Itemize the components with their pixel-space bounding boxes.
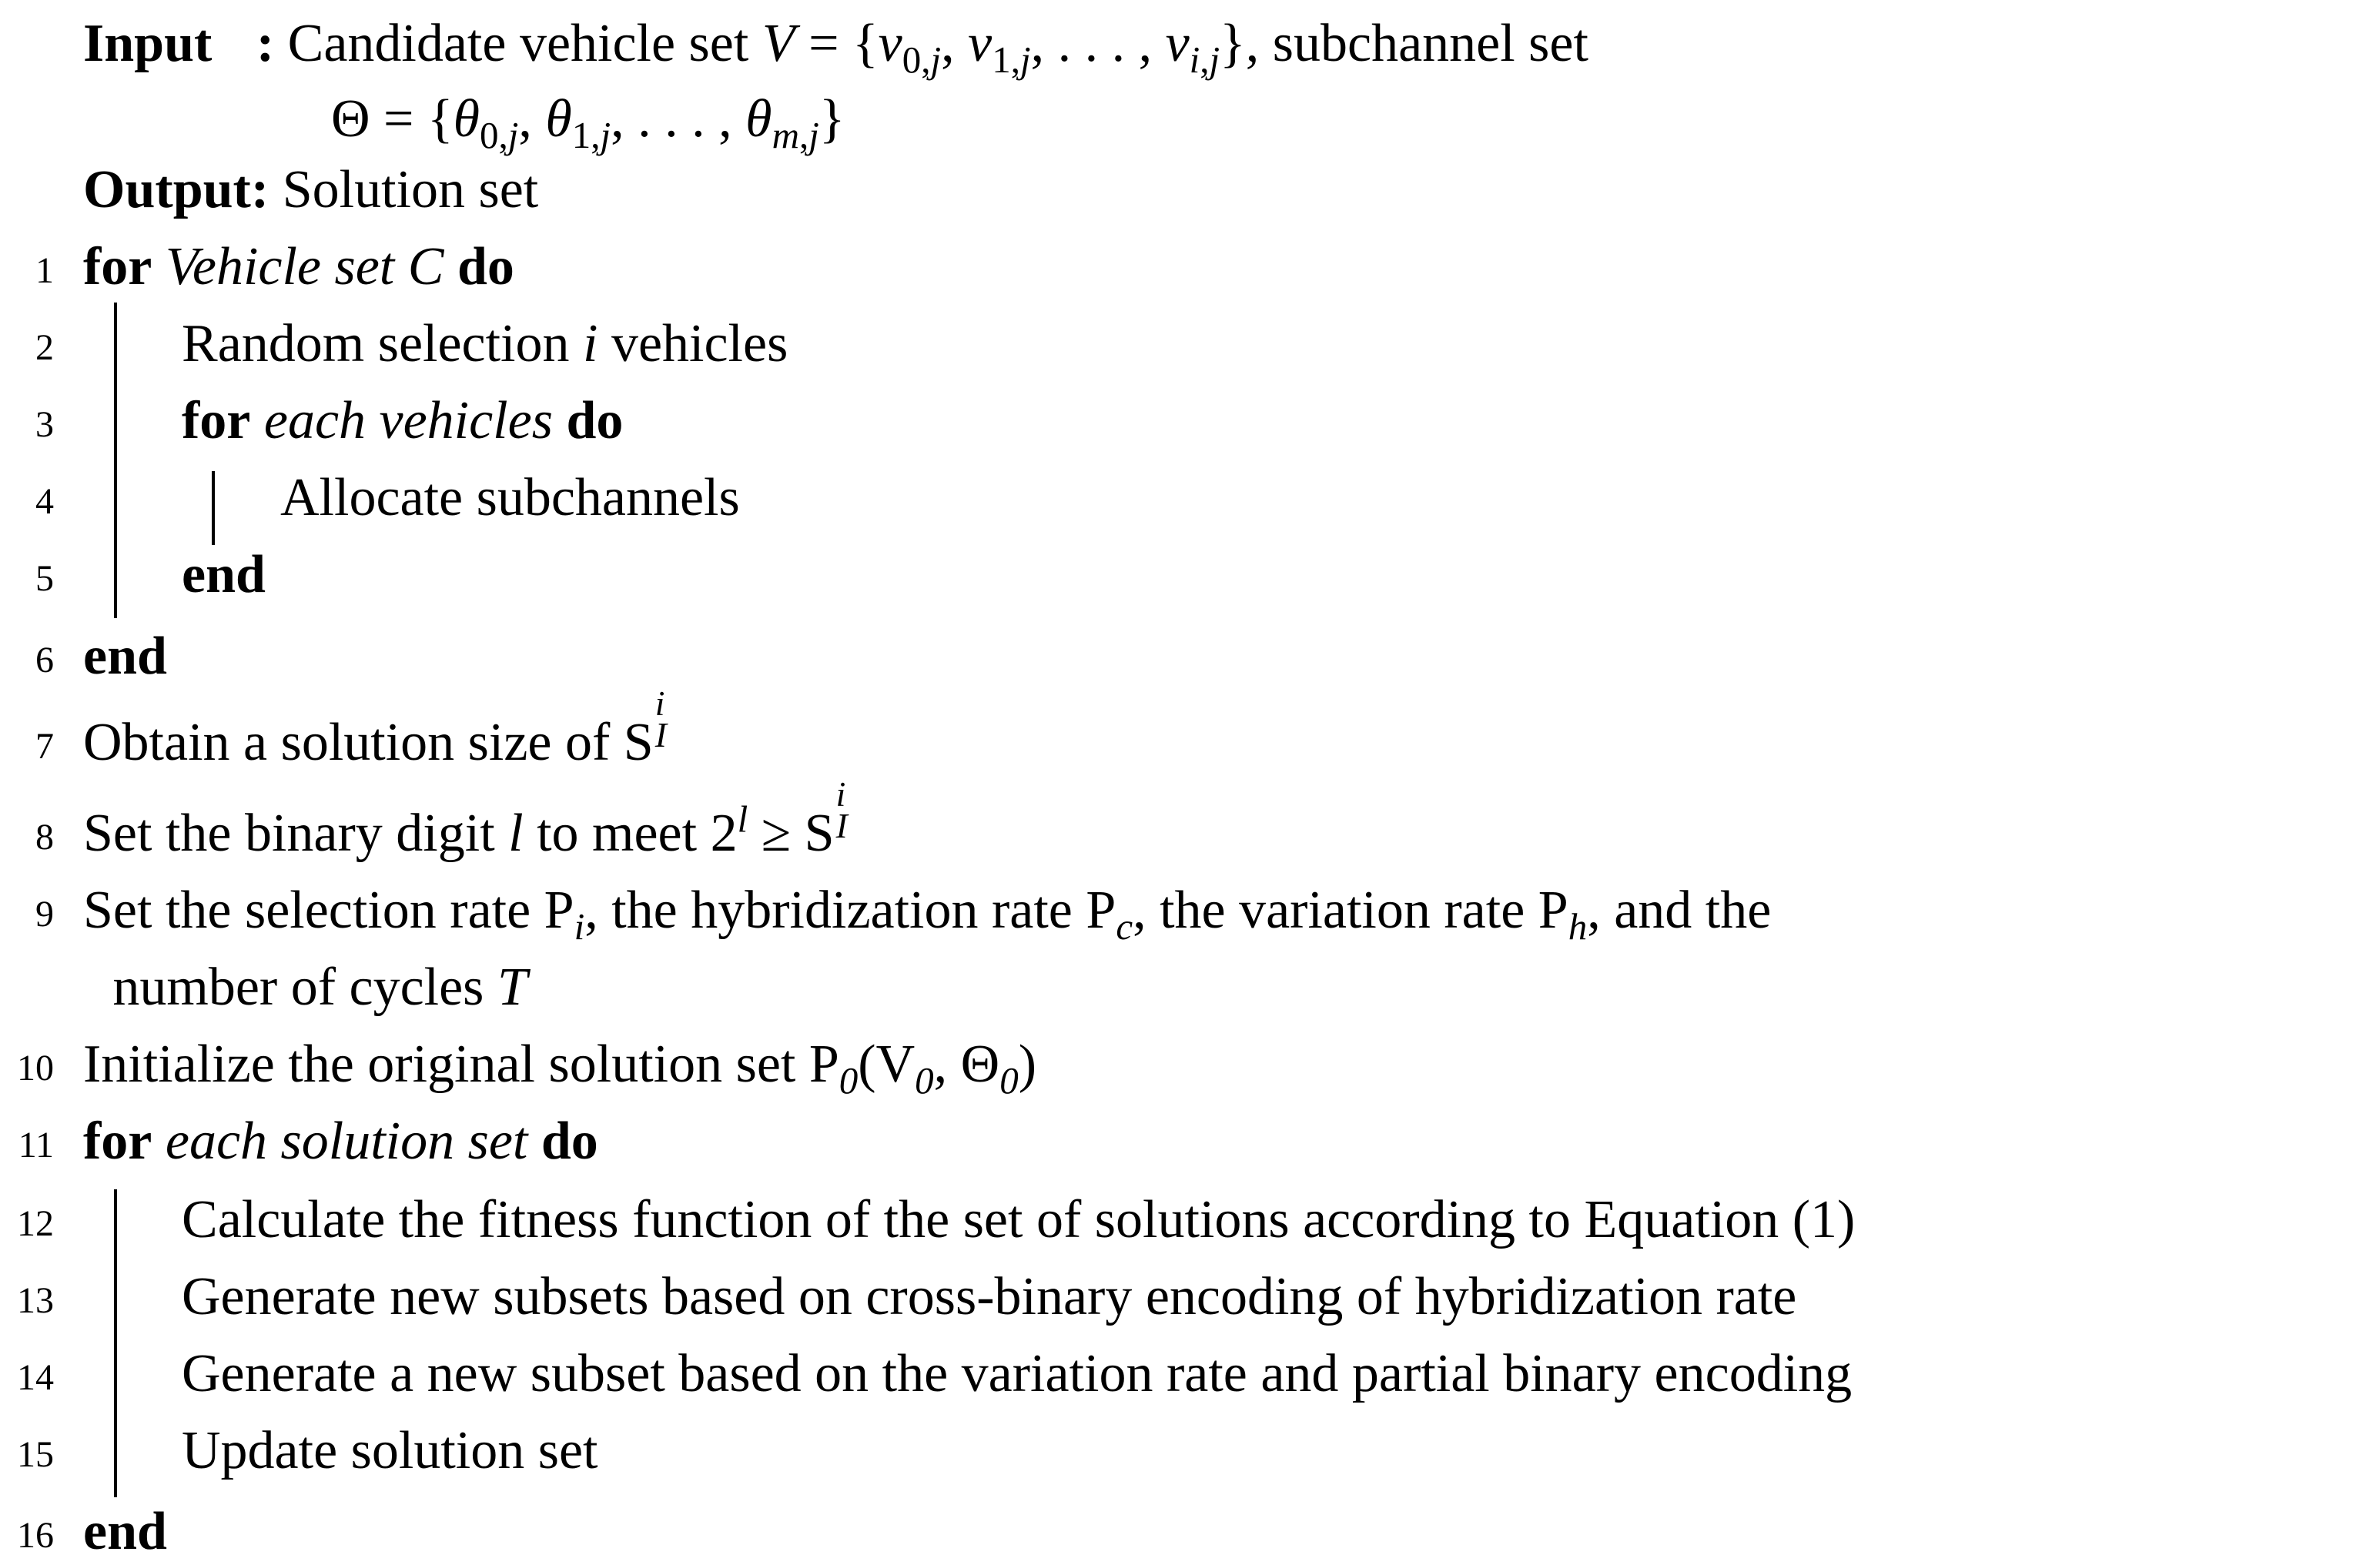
line-number: 1 bbox=[35, 250, 54, 291]
line-number: 13 bbox=[17, 1280, 54, 1321]
output-text: Solution set bbox=[282, 160, 539, 219]
output-label: Output bbox=[83, 160, 251, 219]
line-text: for each vehicles do bbox=[182, 391, 624, 450]
line-number: 4 bbox=[35, 481, 54, 522]
block-bar-for-each-solution bbox=[114, 1189, 117, 1497]
line-number: 15 bbox=[17, 1434, 54, 1475]
line-number: 14 bbox=[17, 1357, 54, 1398]
input-line-cont bbox=[331, 89, 845, 156]
line-text: Random selection i vehicles bbox=[182, 314, 788, 373]
line-text: end bbox=[83, 1502, 167, 1561]
line-text: for Vehicle set C do bbox=[83, 237, 514, 296]
line-number: 9 bbox=[35, 894, 54, 935]
line-text: number of cycles T bbox=[112, 958, 527, 1017]
line-text: end bbox=[182, 545, 266, 604]
block-bar-for-vehicle-set bbox=[114, 303, 117, 618]
line-text: Obtain a solution size of S i I bbox=[83, 684, 667, 772]
line-number: 5 bbox=[35, 558, 54, 599]
line-text: Generate a new subset based on the variation rate and partial binary encoding bbox=[182, 1344, 1853, 1403]
output-line: Output: Solution set bbox=[83, 160, 539, 219]
line-text: for each solution set do bbox=[83, 1112, 598, 1171]
line-number: 16 bbox=[17, 1515, 54, 1556]
line-text: end bbox=[83, 627, 167, 686]
line-text: Allocate subchannels bbox=[280, 468, 740, 527]
line-text: Set the selection rate $P_i$, the hybridization rate $P_c$, the variation rate $P_h$, and the bbox=[83, 881, 1772, 948]
line-number: 6 bbox=[35, 640, 54, 681]
line-text: Initialize the original solution set $P_0(V_0$, $\Theta_0$) bbox=[83, 1035, 1037, 1102]
line-number: 11 bbox=[18, 1125, 54, 1165]
line-number: 2 bbox=[35, 327, 54, 368]
input-text: Candidate vehicle set $V = \{v_{0,j}$, $v_{1,j}$, . . . , $v_{i,j}$}, subchannel set bbox=[287, 14, 1588, 81]
block-bar-for-each-vehicle bbox=[212, 471, 215, 545]
input-line: Input : Candidate vehicle set $V = \{v_{0,j}$, $v_{1,j}$, . . . , $v_{i,j}$}, subchannel set bbox=[83, 14, 1588, 81]
line-number: 10 bbox=[17, 1048, 54, 1088]
line-number: 3 bbox=[35, 404, 54, 445]
line-number: 8 bbox=[35, 817, 54, 858]
line-text: Set the binary digit l to meet $2^l \ge S$ i I bbox=[83, 774, 848, 863]
line-number: 12 bbox=[17, 1203, 54, 1244]
line-text: Generate new subsets based on cross-binary encoding of hybridization rate bbox=[182, 1267, 1797, 1326]
line-text: Calculate the fitness function of the set of solutions according to Equation (1) bbox=[182, 1190, 1856, 1249]
input-text-cont: $\Theta = \{\theta_{0,j}$, $\theta_{1,j}$, . . . , $\theta_{m,j}$} bbox=[331, 89, 845, 156]
line-text: Update solution set bbox=[182, 1421, 598, 1480]
line-number: 7 bbox=[35, 726, 54, 767]
input-label: Input bbox=[83, 14, 213, 73]
